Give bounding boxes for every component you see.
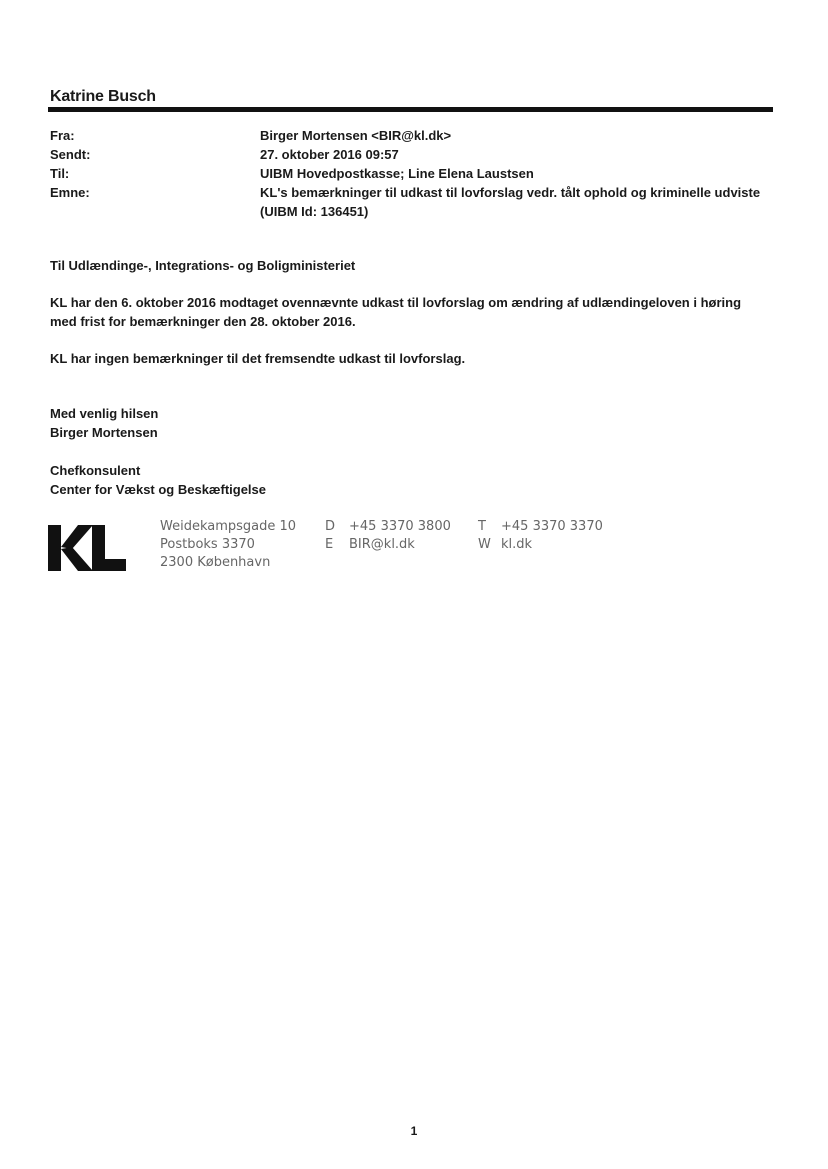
sent-label: Sendt: xyxy=(50,147,91,162)
subject-label: Emne: xyxy=(50,185,90,200)
page-number: 1 xyxy=(410,1124,418,1138)
direct-phone: +45 3370 3800 xyxy=(349,519,451,534)
signature-name: Birger Mortensen xyxy=(50,425,158,440)
mailbox-owner-name: Katrine Busch xyxy=(50,88,156,105)
phone-label: T xyxy=(478,519,486,534)
subject-value xyxy=(260,183,760,221)
subject-row xyxy=(50,183,760,221)
email-header xyxy=(50,126,760,221)
subject-line-1: KL's bemærkninger til udkast til lovforslag vedr. tålt ophold og kriminelle udviste xyxy=(260,185,761,200)
greeting: Til Udlændinge-, Integrations- og Boligministeriet xyxy=(50,258,356,273)
signature-role xyxy=(50,461,750,499)
direct-email-labels xyxy=(325,518,335,554)
address-block xyxy=(160,518,296,572)
main-phone: +45 3370 3370 xyxy=(501,519,603,534)
web-label: W xyxy=(478,537,491,552)
from-value: Birger Mortensen <BIR@kl.dk> xyxy=(260,128,452,143)
paragraph-1-line-2: med frist for bemærkninger den 28. oktober 2016. xyxy=(50,314,356,329)
sent-value: 27. oktober 2016 09:57 xyxy=(260,147,399,162)
from-label: Fra: xyxy=(50,128,75,143)
paragraph-1-line-1: KL har den 6. oktober 2016 modtaget ovennævnte udkast til lovforslag om ændring af udlændingeloven i høring xyxy=(50,295,742,310)
to-row xyxy=(50,164,760,183)
to-label: Til: xyxy=(50,166,70,181)
website: kl.dk xyxy=(501,537,533,552)
paragraph-2: KL har ingen bemærkninger til det fremsendte udkast til lovforslag. xyxy=(50,351,466,366)
sent-row xyxy=(50,145,760,164)
subject-line-2: (UIBM Id: 136451) xyxy=(260,204,369,219)
email-label: E xyxy=(325,537,334,552)
to-value: UIBM Hovedpostkasse; Line Elena Laustsen xyxy=(260,166,534,181)
address-line-1: Weidekampsgade 10 xyxy=(160,519,297,534)
phone-web-labels xyxy=(478,518,491,554)
signature-title: Chefkonsulent xyxy=(50,463,141,478)
signature-department: Center for Vækst og Beskæftigelse xyxy=(50,482,267,497)
address-line-2: Postboks 3370 xyxy=(160,537,255,552)
signature-closing: Med venlig hilsen xyxy=(50,406,159,421)
email-address: BIR@kl.dk xyxy=(349,537,415,552)
kl-logo xyxy=(48,523,128,573)
signature-block xyxy=(50,404,750,442)
phone-web-values xyxy=(501,518,603,554)
header-divider xyxy=(48,107,773,112)
address-line-3: 2300 København xyxy=(160,555,271,570)
from-row xyxy=(50,126,760,145)
paragraph-1 xyxy=(50,293,750,331)
direct-label: D xyxy=(325,519,336,534)
direct-email-values xyxy=(349,518,451,554)
